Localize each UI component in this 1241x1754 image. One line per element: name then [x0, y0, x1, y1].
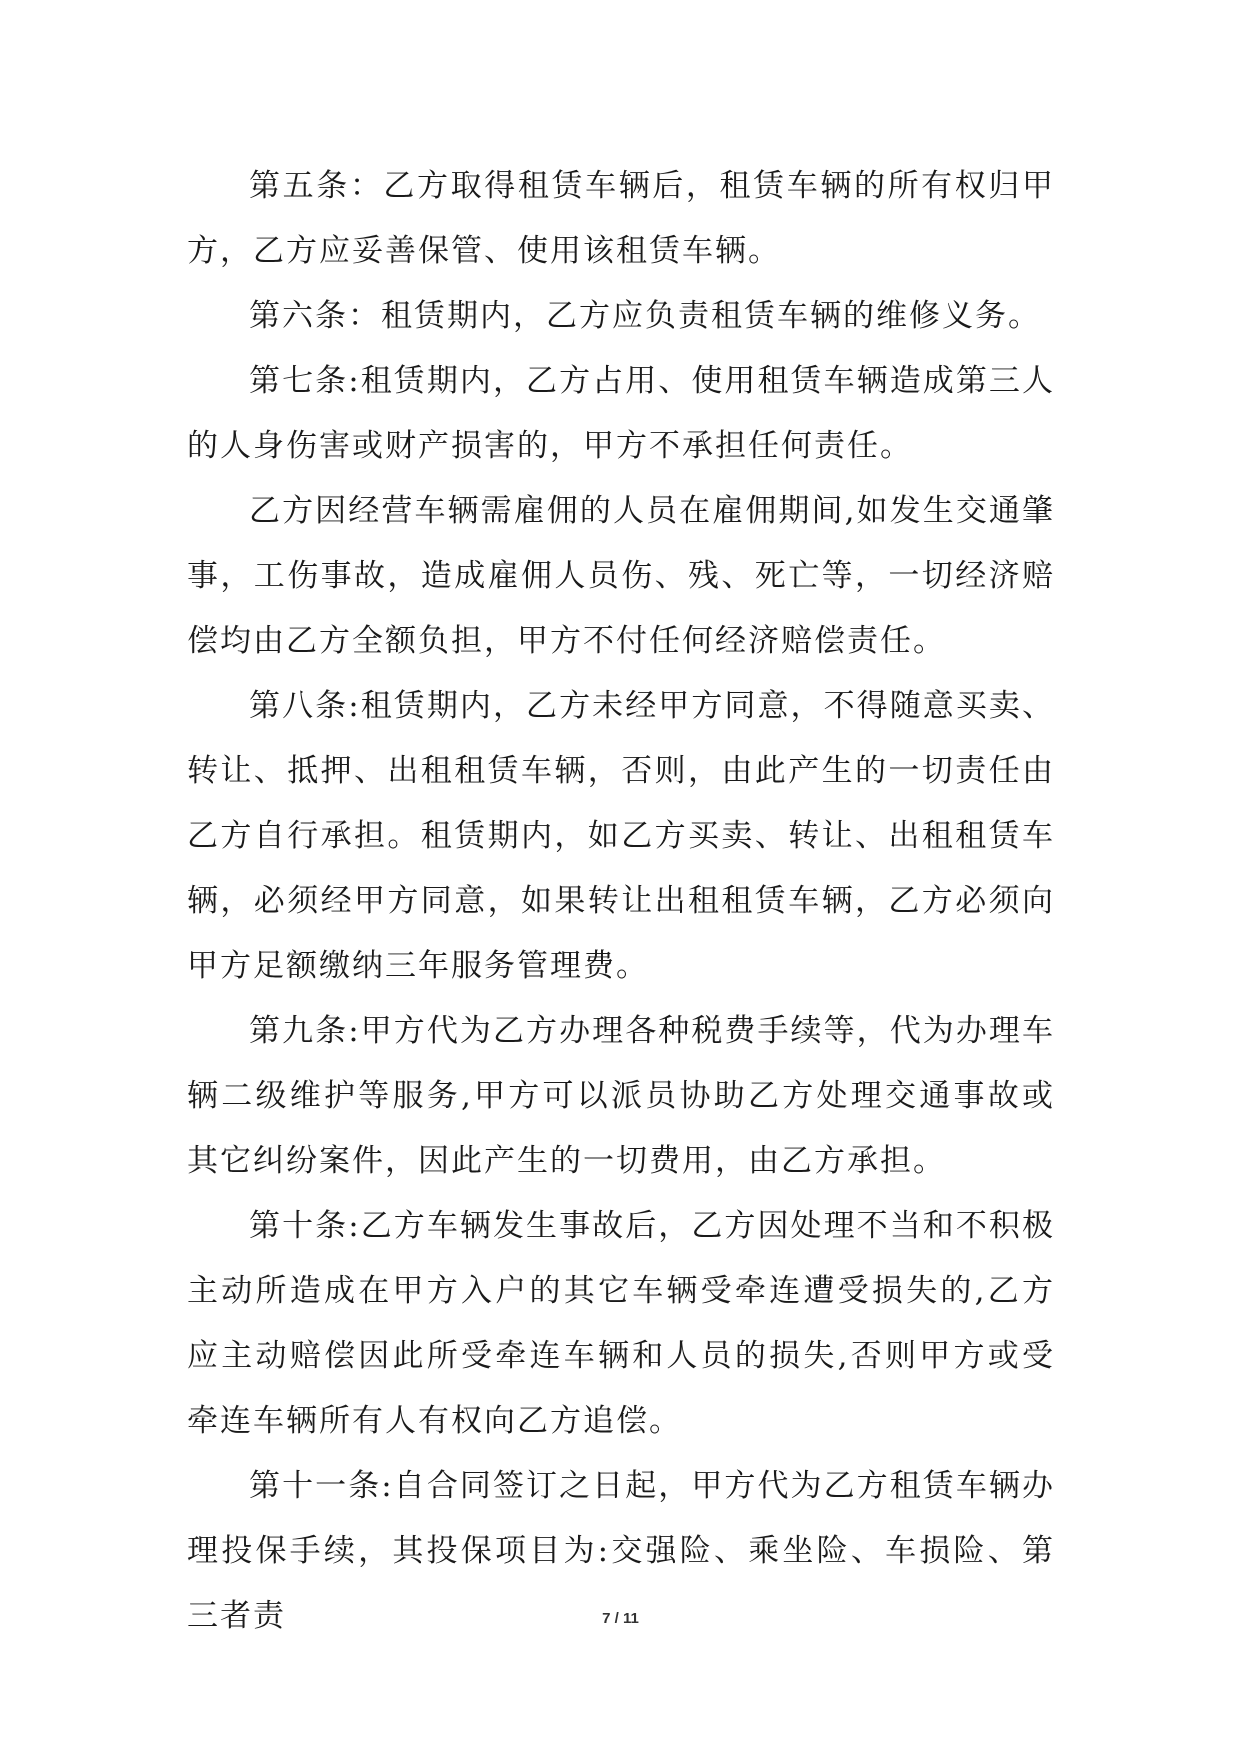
- paragraph-article-9: 第九条:甲方代为乙方办理各种税费手续等，代为办理车辆二级维护等服务,甲方可以派员协助乙方处理交通事故或其它纠纷案件，因此产生的一切费用，由乙方承担。: [187, 1013, 1055, 1179]
- paragraph-article-7: 第七条:租赁期内，乙方占用、使用租赁车辆造成第三人的人身伤害或财产损害的，甲方不承担任何责任。: [187, 363, 1055, 464]
- paragraph-article-5: 第五条：乙方取得租赁车辆后，租赁车辆的所有权归甲方，乙方应妥善保管、使用该租赁车辆。: [187, 168, 1055, 269]
- paragraph-article-6: 第六条：租赁期内，乙方应负责租赁车辆的维修义务。: [249, 298, 1041, 334]
- paragraph-article-11: 第十一条:自合同签订之日起，甲方代为乙方租赁车辆办理投保手续，其投保项目为:交强险、乘坐险、车损险、第三者责: [187, 1468, 1055, 1634]
- paragraph-article-7-employees: 乙方因经营车辆需雇佣的人员在雇佣期间,如发生交通肇事，工伤事故，造成雇佣人员伤、残、死亡等，一切经济赔偿均由乙方全额负担，甲方不付任何经济赔偿责任。: [187, 493, 1055, 659]
- paragraph-article-10: 第十条:乙方车辆发生事故后，乙方因处理不当和不积极主动所造成在甲方入户的其它车辆受牵连遭受损失的,乙方应主动赔偿因此所受牵连车辆和人员的损失,否则甲方或受牵连车辆所有人有权向乙方追偿。: [187, 1208, 1055, 1439]
- document-body: [187, 154, 1055, 1649]
- paragraph-article-8: 第八条:租赁期内，乙方未经甲方同意，不得随意买卖、转让、抵押、出租租赁车辆，否则，由此产生的一切责任由乙方自行承担。租赁期内，如乙方买卖、转让、出租租赁车辆，必须经甲方同意，如果转让出租租赁车辆，乙方必须向甲方足额缴纳三年服务管理费。: [187, 688, 1055, 984]
- page-number: 7 / 11: [602, 1610, 639, 1627]
